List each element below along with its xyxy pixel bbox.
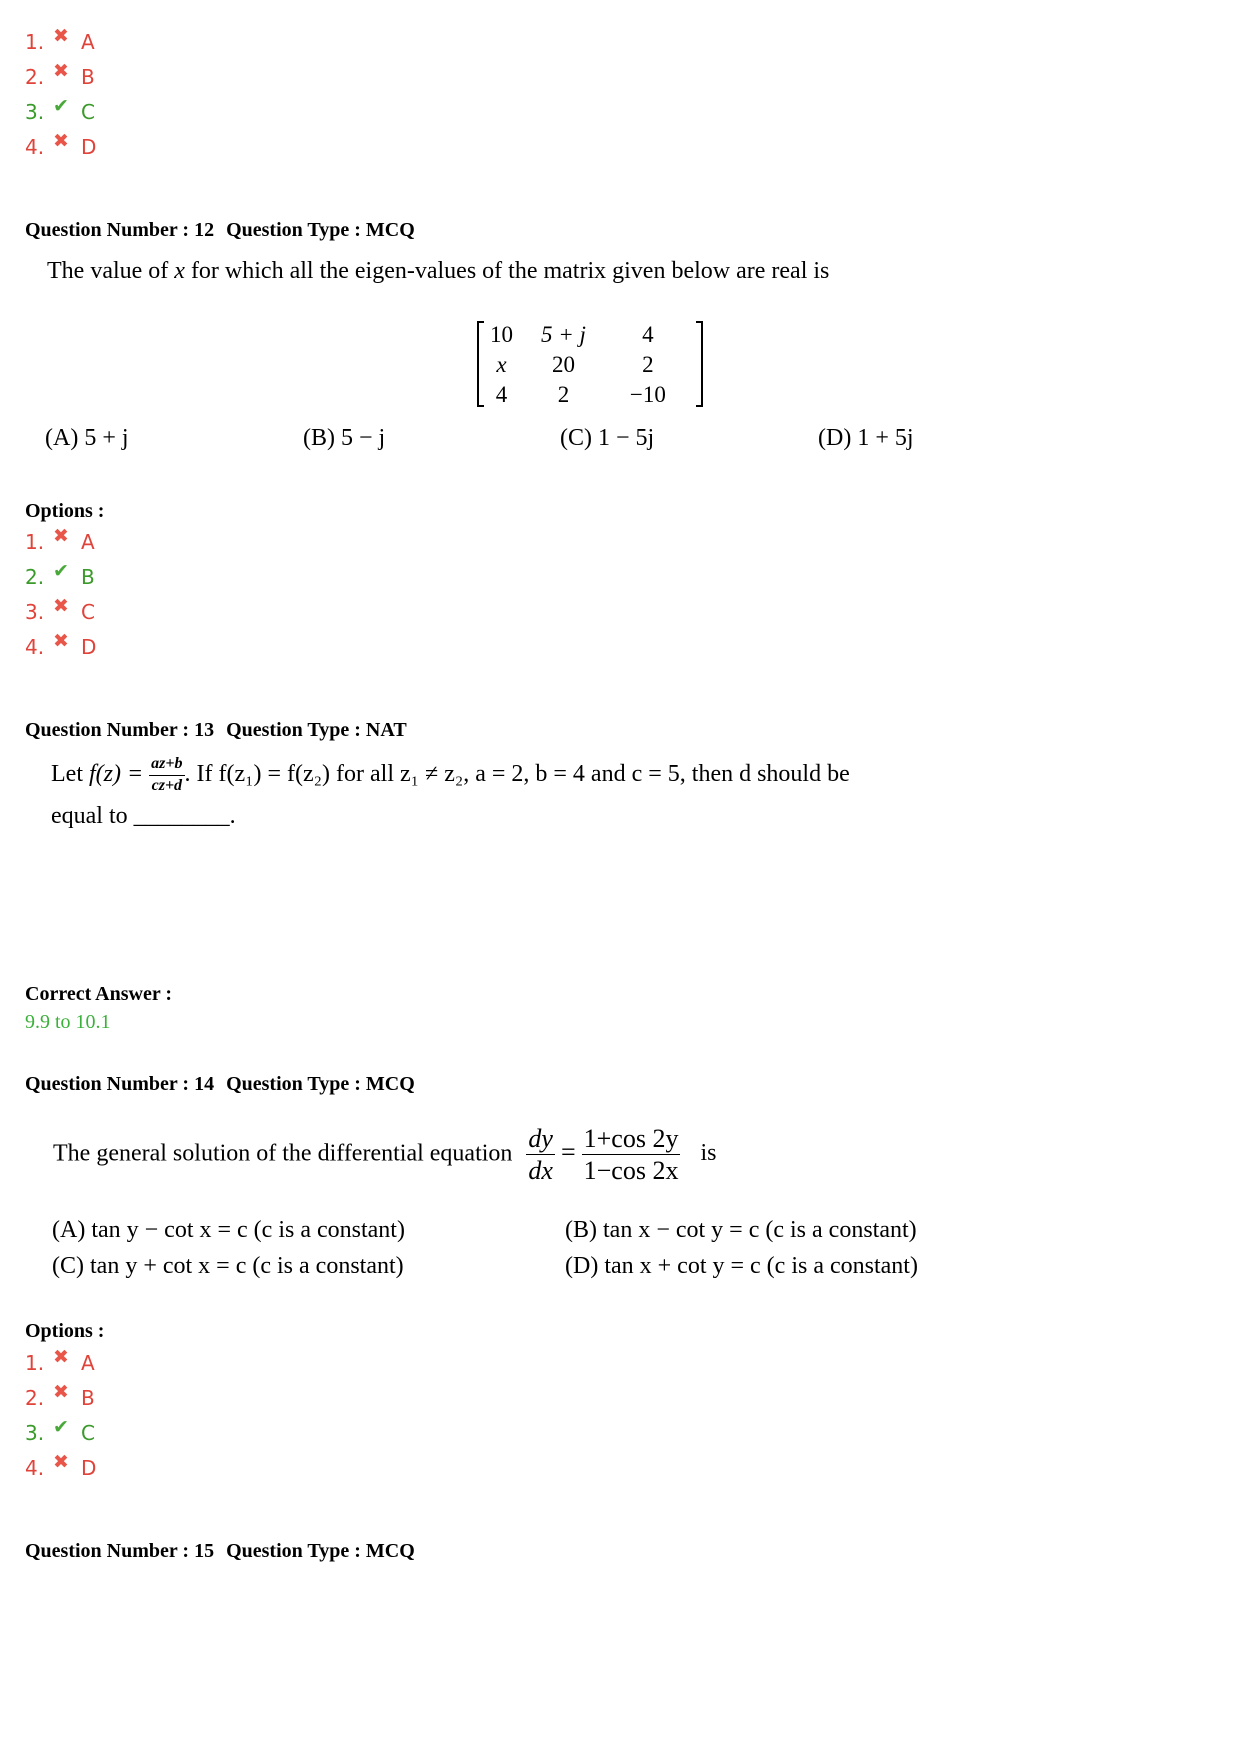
check-icon: ✔ (53, 1416, 69, 1438)
choice-d: (D) tan x + cot y = c (c is a constant) (565, 1253, 918, 1279)
question-text: Let f(z) = $\frac{az+b}{cz+d}$ . If f(z₁) = f(z₂) for all z₁ ≠ z₂, a = 2, b = 4 and c = 5, then d should be (51, 755, 850, 794)
cross-icon: ✖ (53, 1451, 69, 1473)
option-row: 4. ✖ D (25, 132, 96, 162)
option-row: 1. ✖ A (25, 527, 95, 557)
choice-a: (A) tan y − cot x = c (c is a constant) (52, 1217, 405, 1243)
cross-icon: ✖ (53, 525, 69, 547)
matrix (474, 318, 678, 408)
options-label: Options : (25, 1320, 105, 1342)
options-label: Options : (25, 500, 105, 522)
option-row: 3. ✔ C (25, 97, 95, 127)
correct-answer-label: Correct Answer : (25, 983, 172, 1005)
question-header: Question Number : 15 Question Type : MCQ (25, 1540, 415, 1562)
cross-icon: ✖ (53, 1381, 69, 1403)
question-header: Question Number : 12 Question Type : MCQ (25, 219, 415, 241)
choice-c: (C) 1 − 5j (560, 425, 655, 451)
check-icon: ✔ (53, 560, 69, 582)
cross-icon: ✖ (53, 630, 69, 652)
question-text: The value of x for which all the eigen-values of the matrix given below are real is (47, 258, 830, 284)
choice-b: (B) tan x − cot y = c (c is a constant) (565, 1217, 917, 1243)
option-row: 2. ✔ B (25, 562, 95, 592)
cross-icon: ✖ (53, 595, 69, 617)
question-text-line2: equal to ________. (51, 803, 236, 829)
option-row: 4. ✖ D (25, 632, 96, 662)
correct-answer-value: 9.9 to 10.1 (25, 1011, 111, 1033)
cross-icon: ✖ (53, 130, 69, 152)
option-row: 3. ✔ C (25, 1418, 95, 1448)
question-text: The general solution of the differential equation $\frac{dy}{dx}$ = $\frac{1+\cos 2y}{1-\cos 2x}$ is (53, 1124, 717, 1186)
choice-a: (A) 5 + j (45, 425, 129, 451)
choice-c: (C) tan y + cot x = c (c is a constant) (52, 1253, 404, 1279)
fraction: $\frac{1+\cos 2y}{1-\cos 2x}$ (583, 1124, 679, 1186)
option-row: 2. ✖ B (25, 1383, 95, 1413)
option-row: 1. ✖ A (25, 27, 95, 57)
check-icon: ✔ (53, 95, 69, 117)
question-header: Question Number : 13 Question Type : NAT (25, 719, 407, 741)
cross-icon: ✖ (53, 25, 69, 47)
option-row: 1. ✖ A (25, 1348, 95, 1378)
cross-icon: ✖ (53, 60, 69, 82)
fraction: $\frac{dy}{dx}$ (528, 1124, 553, 1186)
option-row: 4. ✖ D (25, 1453, 96, 1483)
option-row: 3. ✖ C (25, 597, 95, 627)
question-header: Question Number : 14 Question Type : MCQ (25, 1073, 415, 1095)
cross-icon: ✖ (53, 1346, 69, 1368)
option-row: 2. ✖ B (25, 62, 95, 92)
choice-d: (D) 1 + 5j (818, 425, 914, 451)
choice-b: (B) 5 − j (303, 425, 386, 451)
fraction: $\frac{az+b}{cz+d}$ (151, 755, 183, 794)
matrix-table: 10 5 + j 4 x 20 2 4 2 −10 (490, 322, 666, 407)
